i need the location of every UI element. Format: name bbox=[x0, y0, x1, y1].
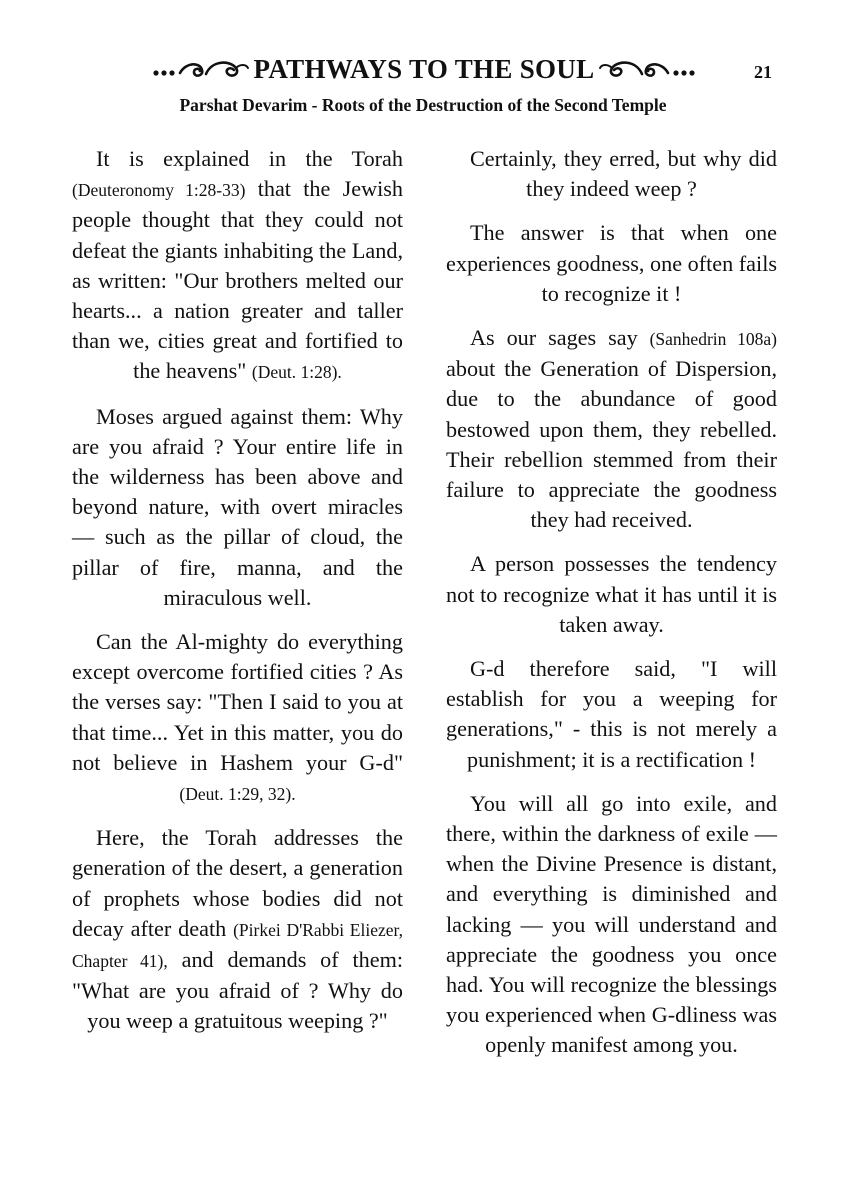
paragraph-text: and demands of them: "What are you afraid of ? Why do you weep a gratuitous weeping ?" bbox=[72, 947, 403, 1034]
paragraph-text: Certainly, they erred, but why did they indeed weep ? bbox=[470, 146, 777, 202]
paragraph-text: A person possesses the tendency not to recognize what it has until it is taken away. bbox=[446, 551, 777, 637]
source-citation: (Deuteronomy 1:28-33) bbox=[72, 180, 246, 201]
source-citation: (Sanhedrin 108a) bbox=[649, 329, 777, 350]
paragraph bbox=[446, 654, 777, 775]
paragraph bbox=[446, 144, 777, 204]
paragraph-text: As our sages say bbox=[470, 325, 650, 351]
right-text-column bbox=[446, 144, 777, 1075]
paragraph-text: You will all go into exile, and there, within the darkness of exile — when the Divine Presence is distant, and everything is diminished and lacking — you will understand and appreciate the goodness you once had. You will recognize the blessings you experienced when G-dliness was openly manifest among you. bbox=[446, 790, 777, 1058]
paragraph-text: that the Jewish people thought that they could not defeat the giants inhabiting the Land, as written: "Our brothers melted our hearts... a nation greater and taller than we, cities great and fortified to the heavens" bbox=[72, 176, 403, 384]
paragraph bbox=[72, 402, 403, 613]
paragraph-text: G-d therefore said, "I will establish for you a weeping for generations," - this is not merely a punishment; it is a rectification ! bbox=[446, 656, 777, 772]
paragraph-text: Moses argued against them: Why are you afraid ? Your entire life in the wilderness has been above and beyond nature, with overt miracles — such as the pillar of cloud, the pillar of fire, manna, and the miraculous well. bbox=[72, 403, 403, 610]
paragraph-text: The answer is that when one experiences goodness, one often fails to recognize it ! bbox=[446, 220, 777, 306]
source-citation: (Deut. 1:29, 32). bbox=[179, 784, 296, 805]
right-flourish-ornament-icon bbox=[598, 56, 698, 82]
paragraph-text: It is explained in the Torah bbox=[96, 146, 403, 171]
paragraph bbox=[72, 627, 403, 809]
page-number: 21 bbox=[754, 62, 772, 82]
book-title: PATHWAYS TO THE SOUL bbox=[253, 53, 595, 84]
paragraph bbox=[72, 144, 403, 388]
paragraph-text: Can the Al-mighty do everything except overcome fortified cities ? As the verses say: "Then I said to you at that time... Yet in this matter, you do not believe in Hashem your G-d" bbox=[72, 629, 403, 775]
running-title bbox=[134, 52, 714, 86]
left-flourish-ornament-icon bbox=[150, 56, 250, 82]
section-subtitle: Parshat Devarim - Roots of the Destruction of the Second Temple bbox=[179, 95, 667, 115]
paragraph bbox=[446, 323, 777, 535]
paragraph bbox=[72, 823, 403, 1036]
paragraph-text: Here, the Torah addresses the generation of the desert, a generation of prophets whose bodies did not decay after death bbox=[72, 825, 403, 941]
paragraph bbox=[446, 218, 777, 309]
source-citation: (Pirkei D'Rabbi Eliezer, Chapter 41), bbox=[72, 919, 403, 972]
paragraph bbox=[446, 789, 777, 1061]
paragraph-text: about the Generation of Dispersion, due to the abundance of good bestowed upon them, they rebelled. Their rebellion stemmed from their failure to appreciate the goodness they had received. bbox=[446, 356, 777, 533]
paragraph bbox=[446, 549, 777, 640]
left-text-column bbox=[72, 144, 403, 1051]
source-citation: (Deut. 1:28). bbox=[251, 362, 342, 383]
page-header bbox=[0, 52, 846, 86]
